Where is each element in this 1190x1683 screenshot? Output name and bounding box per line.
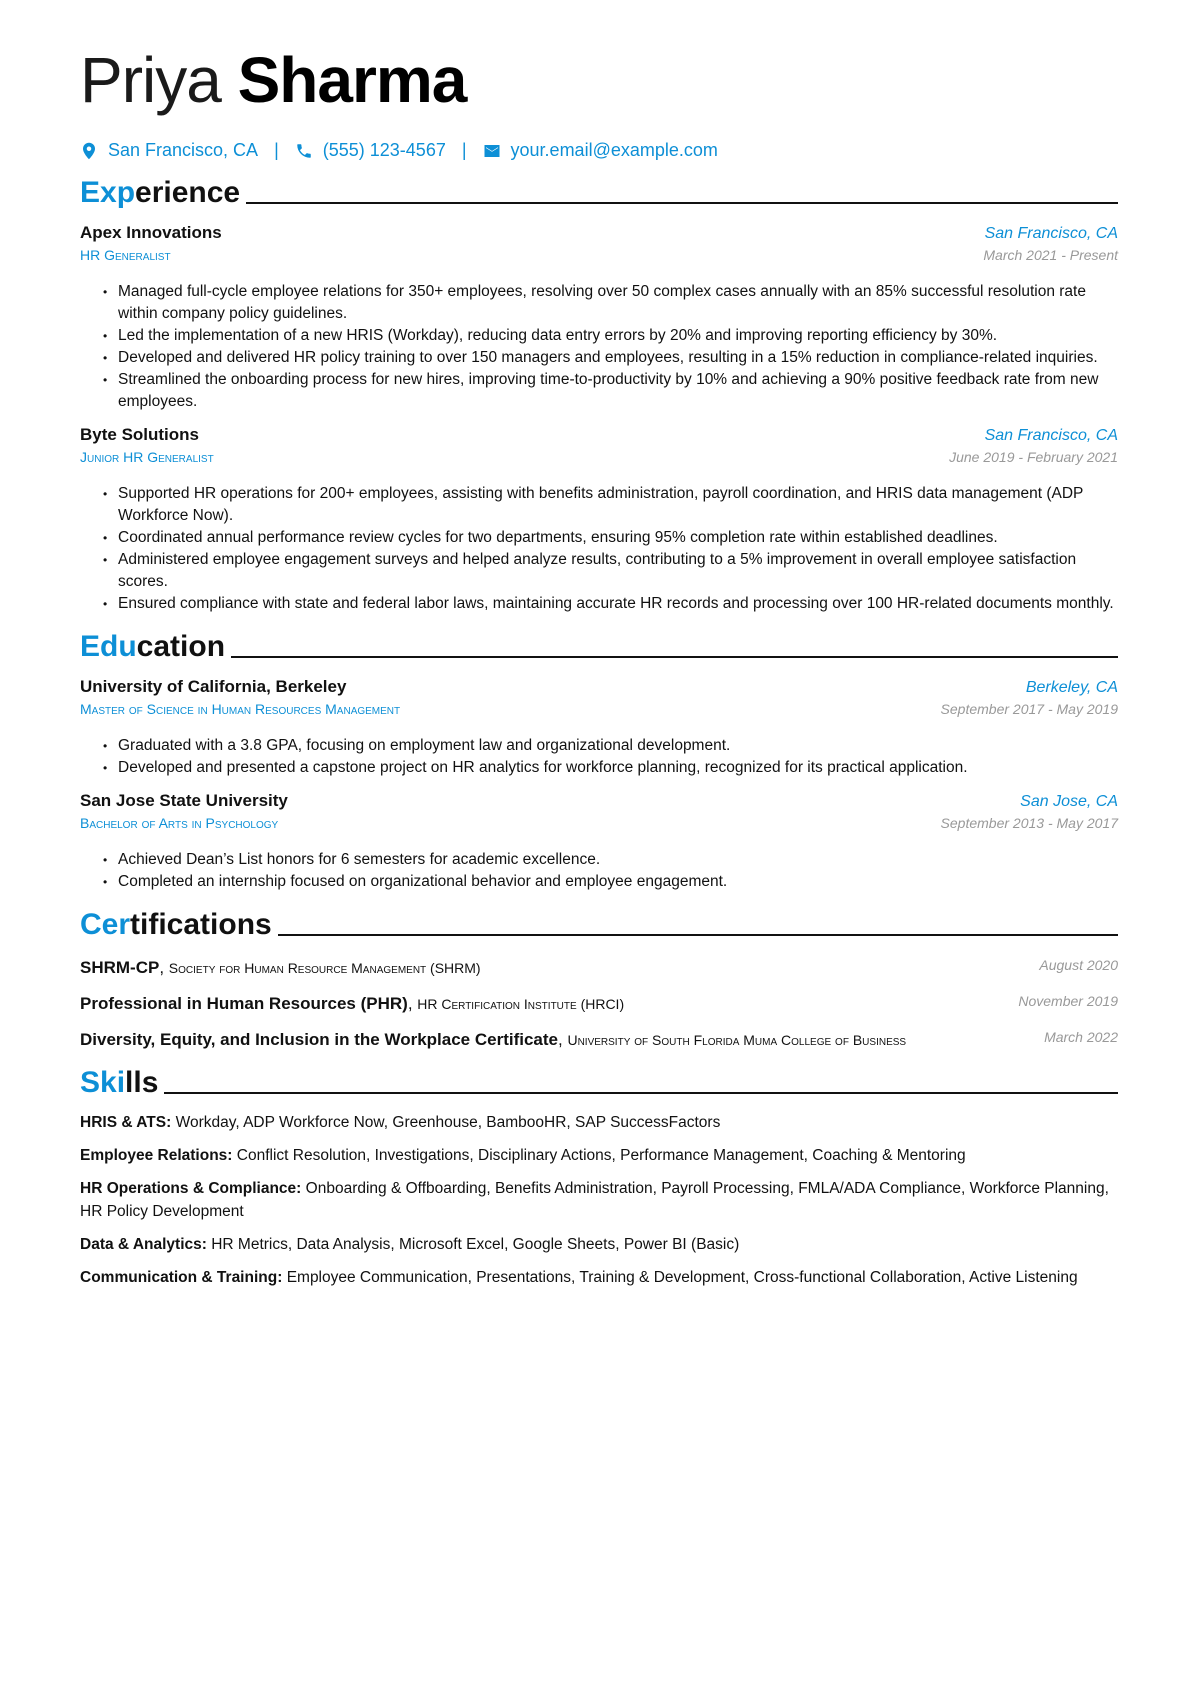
org-name: Apex Innovations bbox=[80, 223, 222, 242]
bullet-item: • Administered employee engagement surveys and helped analyze results, contributing to a 5% improvement in overall employee satisfaction scores. bbox=[118, 549, 1118, 593]
org-name: University of California, Berkeley bbox=[80, 677, 347, 696]
title-accent: Edu bbox=[80, 630, 137, 663]
org-name: San Jose State University bbox=[80, 791, 288, 810]
section-skills bbox=[80, 1065, 1118, 1101]
map-pin-icon bbox=[80, 142, 98, 160]
location: San Francisco, CA bbox=[108, 140, 259, 160]
entry-role: HR Generalist bbox=[80, 247, 171, 263]
bullet-item: • Graduated with a 3.8 GPA, focusing on employment law and organizational development. bbox=[118, 735, 1118, 757]
title-accent: Ski bbox=[80, 1066, 126, 1099]
entry-role: Master of Science in Human Resources Management bbox=[80, 701, 401, 717]
entry-dates: September 2013 - May 2017 bbox=[940, 815, 1118, 831]
cert-name: Professional in Human Resources (PHR) bbox=[80, 994, 408, 1013]
title-accent: Exp bbox=[80, 176, 136, 209]
separator: | bbox=[274, 140, 279, 160]
section-title bbox=[80, 1065, 158, 1101]
section-certifications bbox=[80, 907, 1118, 943]
title-rest: cation bbox=[136, 630, 226, 663]
contact-bar bbox=[80, 140, 1118, 161]
bullet-item: • Streamlined the onboarding process for new hires, improving time-to-productivity by 10% and achieving a 90% positive feedback rate from new employees. bbox=[118, 369, 1118, 413]
bullet-item: • Achieved Dean’s List honors for 6 semesters for academic excellence. bbox=[118, 849, 1118, 871]
title-rest: lls bbox=[125, 1066, 159, 1099]
bullet-list bbox=[118, 483, 1118, 615]
skill-label: HR Operations & Compliance: bbox=[80, 1180, 302, 1197]
bullet-item: • Ensured compliance with state and federal labor laws, maintaining accurate HR records and processing over 100 HR-related documents monthly. bbox=[118, 593, 1118, 615]
cert-date: August 2020 bbox=[1039, 957, 1118, 973]
entry-dates: September 2017 - May 2019 bbox=[940, 701, 1118, 717]
last-name: Sharma bbox=[237, 44, 467, 116]
title-rest: tifications bbox=[130, 908, 272, 941]
bullet-item: • Led the implementation of a new HRIS (Workday), reducing data entry errors by 20% and improving reporting efficiency by 30%. bbox=[118, 325, 1118, 347]
envelope-icon bbox=[483, 142, 501, 160]
entry-role: Junior HR Generalist bbox=[80, 449, 214, 465]
section-rule bbox=[164, 1092, 1118, 1094]
education-entry bbox=[80, 677, 1118, 779]
entry-dates: June 2019 - February 2021 bbox=[949, 449, 1118, 465]
skill-value: Workday, ADP Workforce Now, Greenhouse, BambooHR, SAP SuccessFactors bbox=[175, 1114, 721, 1131]
bullet-list bbox=[118, 735, 1118, 779]
skill-value: HR Metrics, Data Analysis, Microsoft Excel, Google Sheets, Power BI (Basic) bbox=[211, 1236, 740, 1253]
section-experience bbox=[80, 175, 1118, 211]
entry-location: San Jose, CA bbox=[1020, 793, 1118, 810]
skill-value: Onboarding & Offboarding, Benefits Administration, Payroll Processing, FMLA/ADA Compliance, Workforce Planning, HR Policy Development bbox=[80, 1180, 1109, 1220]
cert-item: SHRM-CP, Society for Human Resource Management (SHRM) August 2020 bbox=[80, 957, 1118, 977]
experience-entry bbox=[80, 223, 1118, 413]
cert-item: Diversity, Equity, and Inclusion in the Workplace Certificate, University of South Florida Muma College of Business March 2022 bbox=[80, 1029, 1118, 1049]
skill-row bbox=[80, 1233, 1118, 1256]
email-link[interactable]: your.email@example.com bbox=[510, 140, 718, 160]
title-accent: Cer bbox=[80, 908, 131, 941]
skill-label: Data & Analytics: bbox=[80, 1236, 207, 1253]
entry-location: Berkeley, CA bbox=[1025, 679, 1118, 696]
cert-name: Diversity, Equity, and Inclusion in the Workplace Certificate bbox=[80, 1030, 559, 1049]
cert-date: March 2022 bbox=[1044, 1029, 1118, 1045]
skill-row bbox=[80, 1266, 1118, 1289]
entry-location: San Francisco, CA bbox=[984, 427, 1118, 444]
cert-issuer: University of South Florida Muma College of Business bbox=[567, 1032, 907, 1048]
bullet-item: • Developed and presented a capstone project on HR analytics for workforce planning, recognized for its practical application. bbox=[118, 757, 1118, 779]
cert-name: SHRM-CP bbox=[80, 958, 160, 977]
phone[interactable]: (555) 123-4567 bbox=[322, 140, 446, 160]
skill-row bbox=[80, 1177, 1118, 1223]
separator: | bbox=[461, 140, 467, 160]
phone-icon bbox=[295, 142, 313, 160]
skill-row bbox=[80, 1144, 1118, 1167]
resume bbox=[80, 40, 1118, 1289]
cert-date: November 2019 bbox=[1018, 993, 1118, 1009]
bullet-list bbox=[118, 849, 1118, 893]
section-rule bbox=[231, 656, 1118, 658]
bullet-item: • Managed full-cycle employee relations for 350+ employees, resolving over 50 complex cases annually with an 85% successful resolution rate within company policy guidelines. bbox=[118, 281, 1118, 325]
bullet-item: • Supported HR operations for 200+ employees, assisting with benefits administration, payroll coordination, and HRIS data management (ADP Workforce Now). bbox=[118, 483, 1118, 527]
cert-item: Professional in Human Resources (PHR), HR Certification Institute (HRCI) November 2019 bbox=[80, 993, 1118, 1013]
skill-label: Communication & Training: bbox=[80, 1269, 283, 1286]
title-rest: erience bbox=[135, 176, 241, 209]
org-name: Byte Solutions bbox=[80, 425, 200, 444]
name-heading bbox=[80, 40, 1118, 120]
skill-label: HRIS & ATS: bbox=[80, 1114, 172, 1131]
experience-entry bbox=[80, 425, 1118, 615]
bullet-list bbox=[118, 281, 1118, 413]
cert-issuer: Society for Human Resource Management (SHRM) bbox=[168, 960, 481, 976]
entry-dates: March 2021 - Present bbox=[983, 247, 1118, 263]
bullet-item: • Developed and delivered HR policy training to over 150 managers and employees, resulting in a 15% reduction in compliance-related inquiries. bbox=[118, 347, 1118, 369]
cert-issuer: HR Certification Institute (HRCI) bbox=[417, 996, 625, 1012]
education-entry bbox=[80, 791, 1118, 893]
section-rule bbox=[246, 202, 1118, 204]
bullet-item: • Coordinated annual performance review cycles for two departments, ensuring 95% completion rate within established deadlines. bbox=[118, 527, 1118, 549]
entry-role: Bachelor of Arts in Psychology bbox=[80, 815, 279, 831]
section-title bbox=[80, 175, 240, 211]
skill-row bbox=[80, 1111, 1118, 1134]
bullet-item: • Completed an internship focused on organizational behavior and employee engagement. bbox=[118, 871, 1118, 893]
skill-value: Conflict Resolution, Investigations, Disciplinary Actions, Performance Management, Coaching & Mentoring bbox=[236, 1147, 966, 1164]
entry-location: San Francisco, CA bbox=[984, 225, 1118, 242]
skill-value: Employee Communication, Presentations, Training & Development, Cross-functional Collaboration, Active Listening bbox=[286, 1269, 1078, 1286]
section-rule bbox=[278, 934, 1118, 936]
section-title bbox=[80, 907, 272, 943]
skill-label: Employee Relations: bbox=[80, 1147, 233, 1164]
first-name: Priya bbox=[80, 44, 221, 116]
section-title bbox=[80, 629, 225, 665]
section-education bbox=[80, 629, 1118, 665]
